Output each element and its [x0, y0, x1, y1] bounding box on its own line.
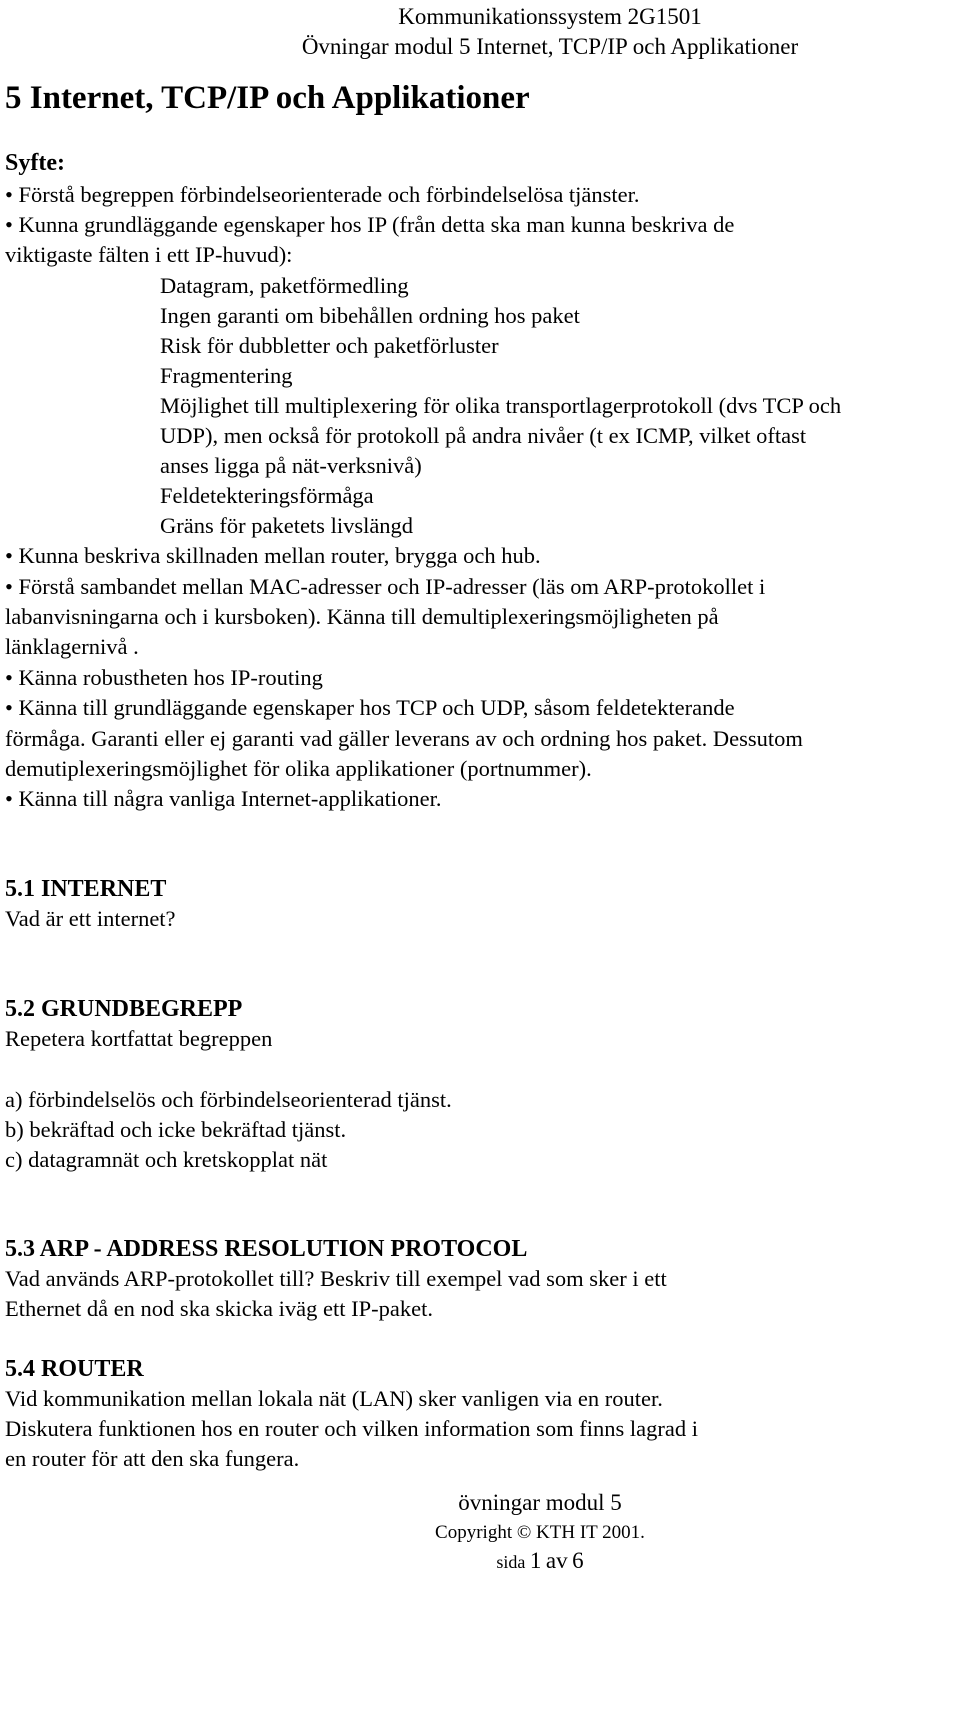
bullet-7: • Känna till några vanliga Internet-applikationer. [5, 786, 442, 811]
sub-item-4: Fragmentering [160, 363, 293, 388]
bullet-4-line-3: länklagernivå . [5, 634, 139, 659]
bullet-2-line-1: • Kunna grundläggande egenskaper hos IP (från detta ska man kunna beskriva de [5, 212, 735, 237]
bullet-3: • Kunna beskriva skillnaden mellan router, brygga och hub. [5, 543, 541, 568]
bullet-1: • Förstå begreppen förbindelseorienterade och förbindelselösa tjänster. [5, 182, 640, 207]
section-5-3-heading: 5.3 ARP - ADDRESS RESOLUTION PROTOCOL [5, 1236, 528, 1262]
bullet-4-line-2: labanvisningarna och i kursboken). Känna till demultiplexeringsmöjligheten på [5, 604, 719, 629]
bullet-6-line-1: • Känna till grundläggande egenskaper hos TCP och UDP, såsom feldetekterande [5, 695, 735, 720]
footer-page-number [340, 1548, 740, 1574]
section-5-4-line-3: en router för att den ska fungera. [5, 1446, 300, 1471]
section-5-2-item-a: a) förbindelselös och förbindelseorienterad tjänst. [5, 1087, 452, 1112]
syfte-heading: Syfte: [5, 150, 65, 176]
bullet-2-line-2: viktigaste fälten i ett IP-huvud): [5, 242, 293, 267]
sub-item-3: Risk för dubbletter och paketförluster [160, 333, 499, 358]
section-5-3-line-1: Vad används ARP-protokollet till? Beskriv till exempel vad som sker i ett [5, 1266, 667, 1291]
bullet-5: • Känna robustheten hos IP-routing [5, 665, 323, 690]
sub-item-7: Gräns för paketets livslängd [160, 513, 414, 538]
sub-item-1: Datagram, paketförmedling [160, 273, 409, 298]
section-5-4-line-1: Vid kommunikation mellan lokala nät (LAN) sker vanligen via en router. [5, 1386, 663, 1411]
footer-copyright: Copyright © KTH IT 2001. [435, 1522, 645, 1543]
section-5-4-heading: 5.4 ROUTER [5, 1356, 144, 1382]
page-total: 6 [572, 1548, 584, 1573]
sub-item-6: Feldetekteringsförmåga [160, 483, 374, 508]
section-5-2-item-c: c) datagramnät och kretskopplat nät [5, 1147, 328, 1172]
section-5-3-line-2: Ethernet då en nod ska skicka iväg ett IP-paket. [5, 1296, 433, 1321]
sub-item-2: Ingen garanti om bibehållen ordning hos paket [160, 303, 580, 328]
section-5-2-heading: 5.2 GRUNDBEGREPP [5, 996, 243, 1022]
section-5-4-line-2: Diskutera funktionen hos en router och vilken information som finns lagrad i [5, 1416, 698, 1441]
header-course: Kommunikationssystem 2G1501 [398, 4, 702, 29]
section-5-1-text: Vad är ett internet? [5, 906, 176, 931]
page-of: av [545, 1548, 568, 1573]
bullet-4-line-1: • Förstå sambandet mellan MAC-adresser och IP-adresser (läs om ARP-protokollet i [5, 574, 766, 599]
page-prefix: sida [496, 1552, 526, 1572]
footer-module: övningar modul 5 [458, 1490, 622, 1515]
page-title: 5 Internet, TCP/IP och Applikationer [5, 80, 530, 116]
section-5-1-heading: 5.1 INTERNET [5, 876, 167, 902]
section-5-2-text: Repetera kortfattat begreppen [5, 1026, 273, 1051]
sub-item-5-line-3: anses ligga på nät-verksnivå) [160, 453, 422, 478]
sub-item-5-line-2: UDP), men också för protokoll på andra nivåer (t ex ICMP, vilket oftast [160, 423, 807, 448]
section-5-2-item-b: b) bekräftad och icke bekräftad tjänst. [5, 1117, 347, 1142]
sub-item-5-line-1: Möjlighet till multiplexering för olika transportlagerprotokoll (dvs TCP och [160, 393, 842, 418]
bullet-6-line-3: demutiplexeringsmöjlighet för olika applikationer (portnummer). [5, 756, 592, 781]
bullet-6-line-2: förmåga. Garanti eller ej garanti vad gäller leverans av och ordning hos paket. Dessutom [5, 726, 803, 751]
page-current: 1 [529, 1548, 542, 1573]
header-module: Övningar modul 5 Internet, TCP/IP och Applikationer [301, 34, 799, 59]
